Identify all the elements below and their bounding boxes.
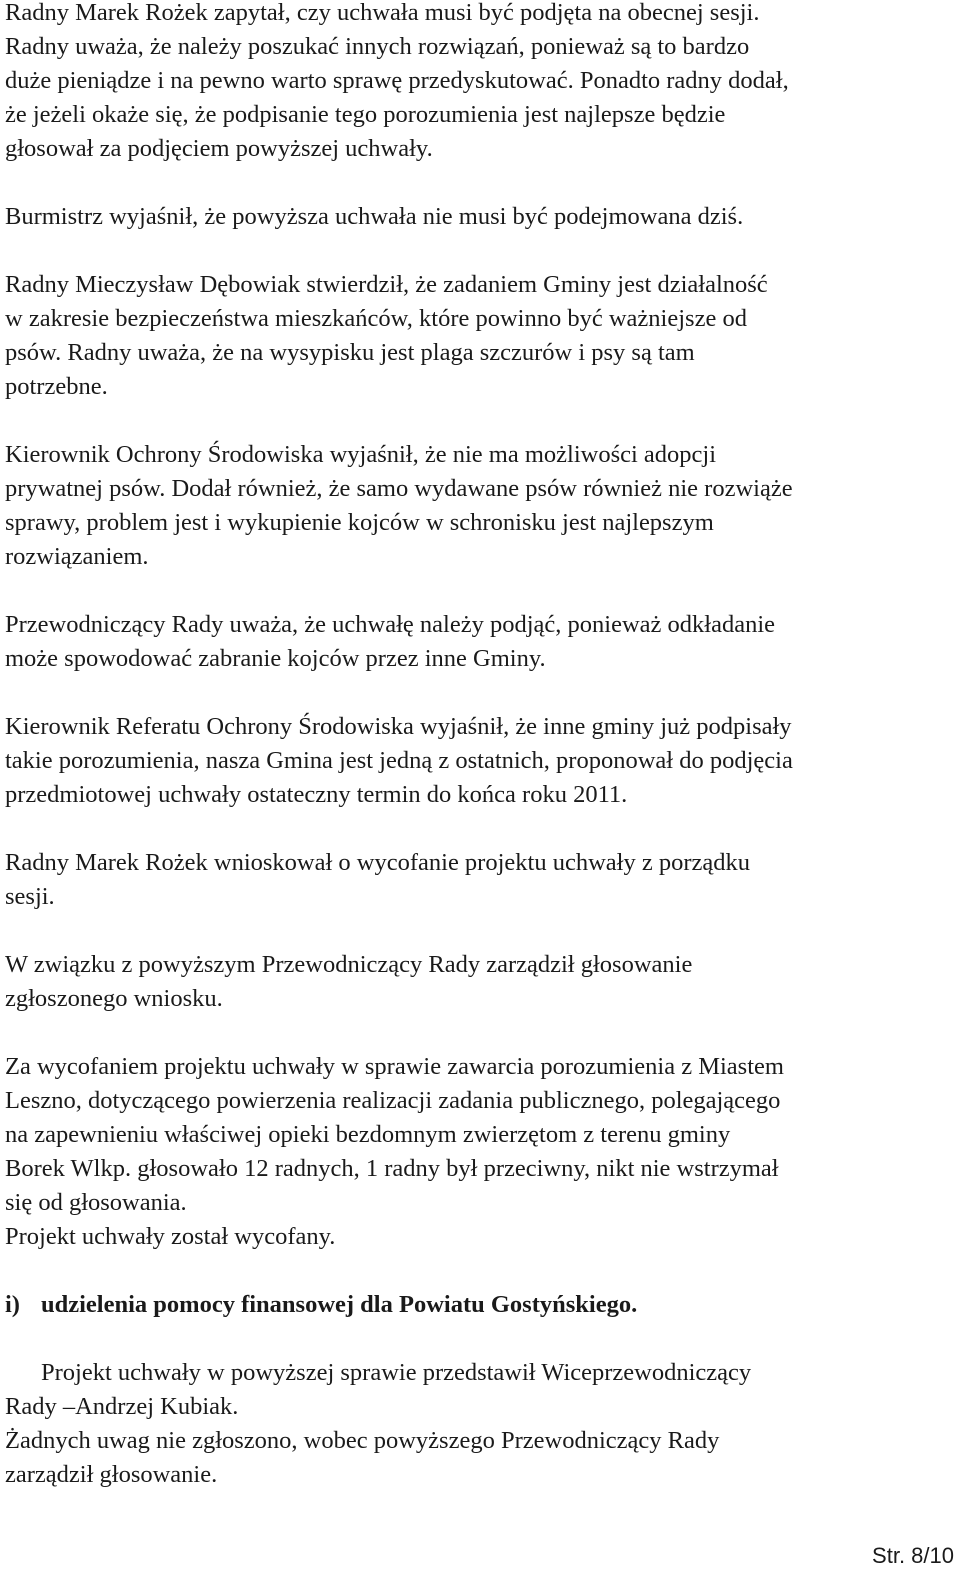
text-line: Za wycofaniem projektu uchwały w sprawie zawarcia porozumienia z Miastem [5, 1053, 784, 1080]
paragraph-no-remarks [5, 1424, 955, 1492]
paragraph-kierownik-referatu [5, 710, 955, 812]
paragraph-przewodniczacy [5, 608, 955, 676]
text-line: sprawy, problem jest i wykupienie kojców w schronisku jest najlepszym [5, 509, 714, 536]
paragraph-burmistrz [5, 200, 955, 234]
text-line: Radny Marek Rożek zapytał, czy uchwała musi być podjęta na obecnej sesji. [5, 0, 760, 26]
text-line: Kierownik Ochrony Środowiska wyjaśnił, że nie ma możliwości adopcji [5, 441, 717, 468]
text-line: prywatnej psów. Dodał również, że samo wydawane psów również nie rozwiąże [5, 475, 793, 502]
text-line: Radny uważa, że należy poszukać innych rozwiązań, ponieważ są to bardzo [5, 33, 750, 60]
text-line: Przewodniczący Rady uważa, że uchwałę należy podjąć, ponieważ odkładanie [5, 611, 776, 638]
text-line: rozwiązaniem. [5, 543, 149, 570]
text-line: może spowodować zabranie kojców przez inne Gminy. [5, 645, 546, 672]
text-line: Kierownik Referatu Ochrony Środowiska wyjaśnił, że inne gminy już podpisały [5, 713, 792, 740]
paragraph-vote-announcement [5, 948, 955, 1016]
text-line: Borek Wlkp. głosowało 12 radnych, 1 radny był przeciwny, nikt nie wstrzymał [5, 1155, 779, 1182]
text-line: zarządził głosowanie. [5, 1461, 218, 1488]
section-marker: i) [5, 1291, 20, 1318]
paragraph-debowiak [5, 268, 955, 404]
text-line: Burmistrz wyjaśnił, że powyższa uchwała nie musi być podejmowana dziś. [5, 203, 744, 230]
text-line: się od głosowania. [5, 1189, 187, 1216]
text-line: zgłoszonego wniosku. [5, 985, 223, 1012]
text-line: potrzebne. [5, 373, 108, 400]
paragraph-kierownik-ochrony [5, 438, 955, 574]
text-line: na zapewnieniu właściwej opieki bezdomnym zwierzętom z terenu gminy [5, 1121, 731, 1148]
paragraph-vote-result [5, 1050, 955, 1220]
text-line: że jeżeli okaże się, że podpisanie tego porozumienia jest najlepsze będzie [5, 101, 726, 128]
text-line: głosował za podjęciem powyższej uchwały. [5, 135, 433, 162]
text-line: sesji. [5, 883, 55, 910]
text-line: Rady –Andrzej Kubiak. [5, 1393, 239, 1420]
text-line: duże pieniądze i na pewno warto sprawę przedyskutować. Ponadto radny dodał, [5, 67, 789, 94]
text-line: w zakresie bezpieczeństwa mieszkańców, które powinno być ważniejsze od [5, 305, 747, 332]
document-page [5, 0, 955, 1492]
paragraph-presentation [5, 1356, 955, 1424]
text-line: takie porozumienia, nasza Gmina jest jedną z ostatnich, proponował do podjęcia [5, 747, 793, 774]
paragraph-rozek-question [5, 0, 955, 166]
paragraph-rozek-motion [5, 846, 955, 914]
paragraph-withdrawn [5, 1220, 955, 1254]
text-line: Leszno, dotyczącego powierzenia realizacji zadania publicznego, polegającego [5, 1087, 781, 1114]
text-line: Projekt uchwały został wycofany. [5, 1223, 336, 1250]
section-title: udzielenia pomocy finansowej dla Powiatu Gostyńskiego. [41, 1291, 638, 1318]
text-line: Radny Mieczysław Dębowiak stwierdził, że zadaniem Gminy jest działalność [5, 271, 768, 298]
text-line: Projekt uchwały w powyższej sprawie przedstawił Wiceprzewodniczący [41, 1359, 752, 1386]
text-line: psów. Radny uważa, że na wysypisku jest plaga szczurów i psy są tam [5, 339, 695, 366]
text-line: Żadnych uwag nie zgłoszono, wobec powyższego Przewodniczący Rady [5, 1427, 720, 1454]
text-line: Radny Marek Rożek wnioskował o wycofanie projektu uchwały z porządku [5, 849, 750, 876]
text-line: przedmiotowej uchwały ostateczny termin do końca roku 2011. [5, 781, 628, 808]
section-heading [5, 1288, 955, 1322]
text-line: W związku z powyższym Przewodniczący Rady zarządził głosowanie [5, 951, 693, 978]
page-number: Str. 8/10 [872, 1543, 954, 1568]
